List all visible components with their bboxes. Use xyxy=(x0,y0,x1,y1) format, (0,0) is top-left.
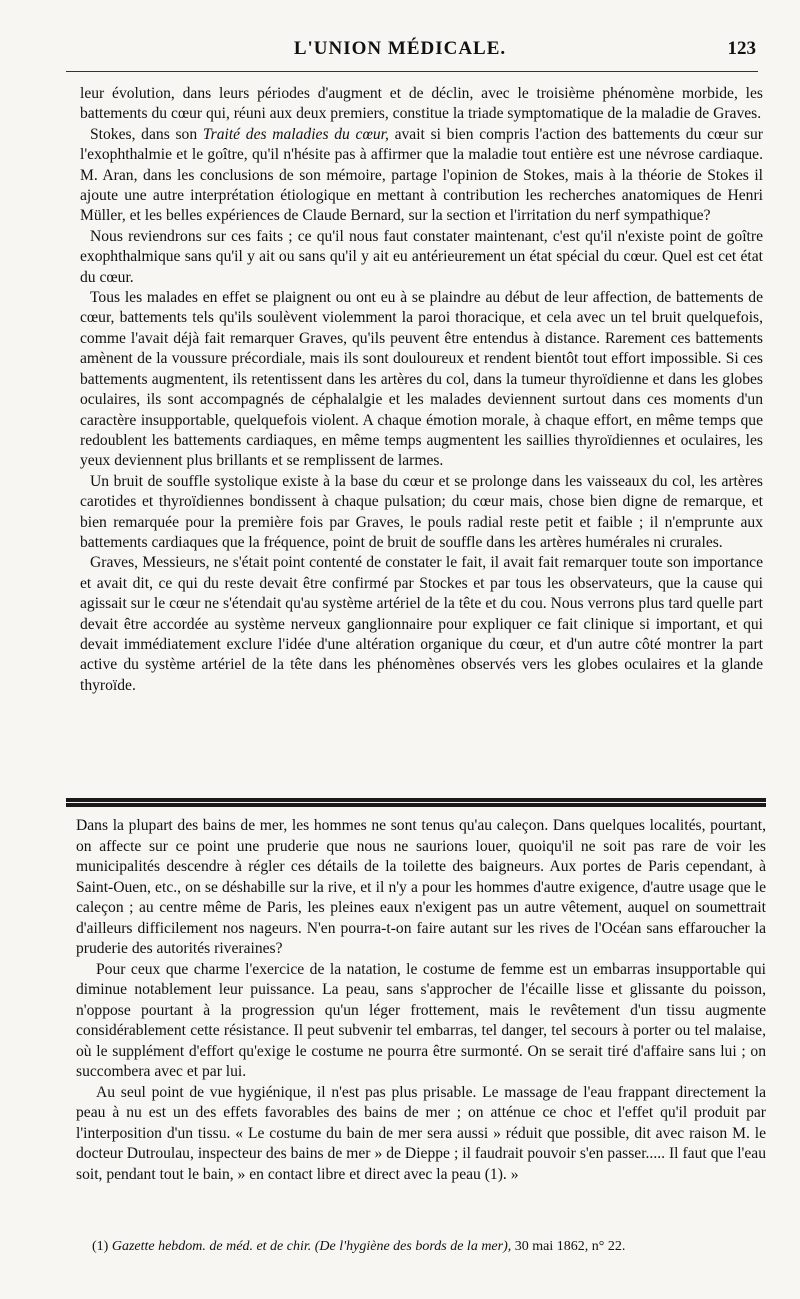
article-paragraph: Nous reviendrons sur ces faits ; ce qu'il nous faut constater maintenant, c'est qu'il n'existe point de goître exophthalmique sans qu'il y ait ou sans qu'il y ait eu antérieurement un état spécial du cœur. Quel est cet état du cœur. xyxy=(80,227,763,286)
header-rule xyxy=(66,71,758,72)
feuilleton-body xyxy=(76,816,766,1185)
footnote xyxy=(92,1238,782,1256)
article-paragraph: leur évolution, dans leurs périodes d'augment et de déclin, avec le troisième phénomène morbide, les battements du cœur qui, réuni aux deux premiers, constitue la triade symptomatique de la maladie de Graves. xyxy=(80,85,763,123)
book-title: Traité des maladies du cœur, xyxy=(202,125,389,143)
footnote-source: Gazette hebdom. de méd. et de chir. (De l'hygiène des bords de la mer), xyxy=(111,1239,512,1254)
footnote-date: 30 mai 1862, n° 22. xyxy=(511,1239,626,1254)
page-header xyxy=(0,34,800,68)
article-paragraph: Stokes, dans son Traité des maladies du cœur, avait si bien compris l'action des battements du cœur sur l'exophthalmie et le goître, qu'il n'hésite pas à affirmer que la maladie tout entière est une névrose cardiaque. M. Aran, dans les conclusions de son mémoire, partage l'opinion de Stokes, mais à la théorie de Stokes il ajoute une autre interprétation étiologique en mettant à contribution les recherches anatomiques de Henri Müller, et les belles expériences de Claude Bernard, sur la section et l'irritation du nerf sympathique? xyxy=(80,125,763,225)
feuilleton-paragraph: Dans la plupart des bains de mer, les hommes ne sont tenus qu'au caleçon. Dans quelques localités, pourtant, on affecte sur ce point une pruderie que nous ne saurions louer, quoiqu'il ne soit pas rare de voir les municipalités descendre à régler ces détails de la toilette des baigneurs. Aux portes de Paris cependant, à Saint-Ouen, etc., on se déshabille sur la rive, et il n'y a pour les hommes d'autre exigence, d'autre usage que le caleçon ; au centre même de Paris, les pleines eaux n'exigent pas un autre vêtement, auquel on soumettrait d'ailleurs difficilement nos nageurs. N'en pourra-t-on faire autant sur les rives de l'Océan sans effaroucher la pruderie des autorités riveraines? xyxy=(76,817,766,957)
running-head: L'UNION MÉDICALE. xyxy=(293,38,507,59)
article-paragraph: Un bruit de souffle systolique existe à la base du cœur et se prolonge dans les vaisseaux du col, les artères carotides et thyroïdiennes bondissent à chaque pulsation; du cœur mais, chose bien digne de remarque, et bien remarquée pour la première fois par Graves, le pouls radial reste petit et faible ; il n'emprunte aux battements cardiaques que la fréquence, point de bruit de souffle dans les artères humérales ni crurales. xyxy=(80,472,763,551)
feuilleton-separator xyxy=(66,798,766,807)
article-paragraph: Graves, Messieurs, ne s'était point contenté de constater le fait, il avait fait remarquer toute son importance et avait dit, ce qui du reste devait être confirmé par Stockes et par tous les observateurs, que la cause qui agissait sur le cœur ne s'étendait qu'au système artériel de la tête et du cou. Nous verrons plus tard quelle part devait être accordée au système nerveux ganglionnaire pour expliquer ce fait clinique si important, et qui devait immédiatement exclure l'idée d'une altération organique du cœur, et d'un autre côté montrer la part active du système artériel de la tête dans les phénomènes observés vers les globes oculaires et la glande thyroïde. xyxy=(80,554,763,694)
article-paragraph: Tous les malades en effet se plaignent ou ont eu à se plaindre au début de leur affection, de battements de cœur, battements tels qu'ils soulèvent violemment la paroi thoracique, et cela avec un tel bruit quelquefois, comme l'avait déjà fait remarquer Graves, qu'ils peuvent être entendus à distance. Rarement ces battements amènent de la voussure précordiale, mais ils sont douloureux et rendent bientôt tout effort impossible. Si ces battements augmentent, ils retentissent dans les artères du col, dans la tumeur thyroïdienne et dans les globes oculaires, ils sont accompagnés de céphalalgie et les malades deviennent surtout dans ces moments d'un caractère insupportable, quelquefois violent. A chaque émotion morale, à chaque effort, en même temps que redoublent les battements cardiaques, en même temps augmentent les saillies thyroïdiennes et oculaires, les yeux deviennent plus brillants et se remplissent de larmes. xyxy=(80,289,763,470)
article-body xyxy=(80,84,763,696)
footnote-marker: (1) xyxy=(92,1239,109,1254)
feuilleton-paragraph: Au seul point de vue hygiénique, il n'est pas plus prisable. Le massage de l'eau frappant directement la peau à nu est un des effets favorables des bains de mer ; on atténue ce choc et l'effet qu'il produit par l'interposition d'un tissu. « Le costume du bain de mer sera aussi » réduit que possible, dit avec raison M. le docteur Dutroulau, inspecteur des bains de mer » de Dieppe ; il faudrait pouvoir s'en passer..... Il faut que l'eau soit, pendant tout le bain, » en contact libre et direct avec la peau (1). » xyxy=(76,1083,766,1183)
feuilleton-paragraph: Pour ceux que charme l'exercice de la natation, le costume de femme est un embarras insupportable qui diminue notablement leur puissance. La peau, sans s'approcher de l'écaille lisse et glissante du poisson, n'oppose pourtant à la progression qu'un léger frottement, mais le revêtement d'un tissu augmente considérablement cette résistance. Il peut subvenir tel embarras, tel danger, tel secours à porter ou tel malaise, où le supplément d'effort qu'exige le costume ne pourra être surmonté. On se serait tiré d'affaire sans lui ; on succombera avec et par lui. xyxy=(76,960,766,1080)
page-number: 123 xyxy=(727,38,756,59)
